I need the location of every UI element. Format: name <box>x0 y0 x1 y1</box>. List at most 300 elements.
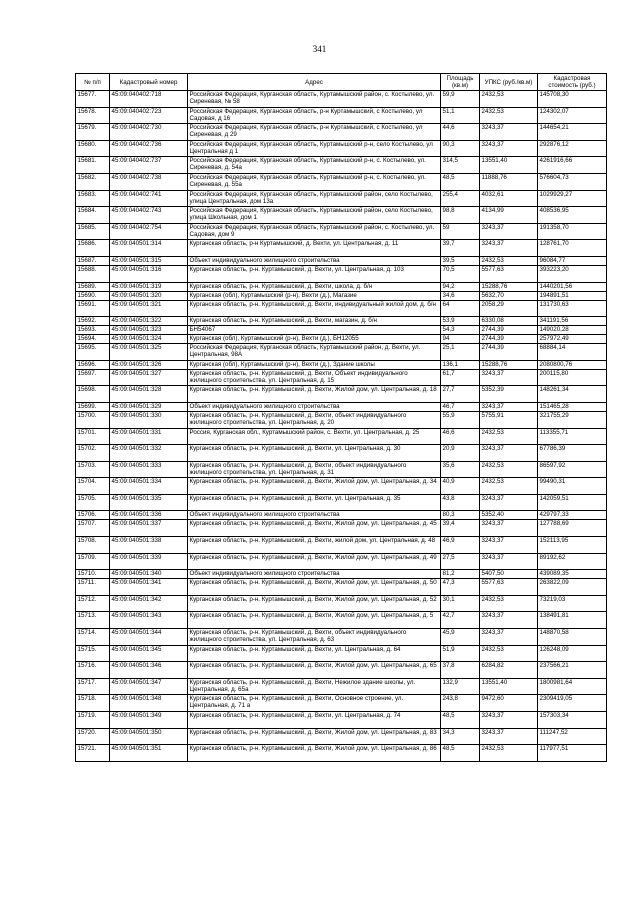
cadastral-number-cell: 45:09:040501:343 <box>110 612 188 629</box>
table-row <box>76 190 607 207</box>
table-row <box>76 326 607 335</box>
row-number-cell: 15711. <box>76 579 110 596</box>
area-cell: 27,7 <box>441 386 480 403</box>
upks-cell: 15288,76 <box>480 282 538 291</box>
address-cell: Российская Федерация, Курганская область, Куртамышский район, село Костылево, улица Центральная, дом 13а <box>188 190 441 207</box>
row-number-cell: 15698. <box>76 386 110 403</box>
upks-cell: 3243,37 <box>480 445 538 462</box>
cadastral-number-cell: 45:09:040501:330 <box>110 411 188 428</box>
upks-cell: 2744,39 <box>480 326 538 335</box>
row-number-cell: 15690. <box>76 291 110 300</box>
row-number-cell: 15681. <box>76 157 110 174</box>
cadastral-cost-cell: 439089,35 <box>538 570 607 579</box>
cadastral-cost-cell: 157303,34 <box>538 712 607 729</box>
row-number-cell: 15699. <box>76 402 110 411</box>
address-cell: Курганская область, р-н. Куртамышский, д. Вехти, Жилой дом, ул. Центральная, д. 83 <box>188 728 441 745</box>
address-cell: Курганская область, р-н Куртамышский, д. Вехти, ул. Центральная, д. 11 <box>188 240 441 257</box>
table-row <box>76 256 607 265</box>
cadastral-number-cell: 45:09:040501:335 <box>110 494 188 511</box>
address-cell: Российская Федерация, Курганская область, Куртамышский р-н, с. Костылево, ул. Сиреневая, д. 55а <box>188 173 441 190</box>
cadastral-cost-cell: 144654,21 <box>538 124 607 141</box>
area-cell: 39,5 <box>441 256 480 265</box>
area-cell: 46,7 <box>441 402 480 411</box>
cadastral-number-cell: 45:09:040501:349 <box>110 712 188 729</box>
upks-cell: 2744,39 <box>480 335 538 344</box>
row-number-cell: 15687. <box>76 256 110 265</box>
cadastral-cost-cell: 99490,31 <box>538 478 607 495</box>
row-number-cell: 15705. <box>76 494 110 511</box>
address-cell: Курганская область, р-н. Куртамышский, д. Вехти, Основное строение, ул. Центральная, д. 71 а <box>188 695 441 712</box>
upks-cell: 6284,82 <box>480 662 538 679</box>
area-cell: 20,9 <box>441 445 480 462</box>
upks-cell: 5407,50 <box>480 570 538 579</box>
cadastral-number-cell: 45:09:040402:741 <box>110 190 188 207</box>
cadastral-number-cell: 45:09:040402:737 <box>110 157 188 174</box>
area-cell: 45,9 <box>441 629 480 646</box>
table-row <box>76 265 607 282</box>
table-row <box>76 335 607 344</box>
address-cell: Российская Федерация, Курганская область, р-н Куртамышский, с Костылево, ул Садовая, д 16 <box>188 107 441 124</box>
row-number-cell: 15684. <box>76 207 110 224</box>
upks-cell: 5755,91 <box>480 411 538 428</box>
upks-cell: 3243,37 <box>480 629 538 646</box>
table-row <box>76 695 607 712</box>
table-row <box>76 570 607 579</box>
upks-cell: 5352,40 <box>480 511 538 520</box>
upks-cell: 11888,76 <box>480 173 538 190</box>
cadastral-cost-cell: 292876,12 <box>538 140 607 157</box>
row-number-cell: 15714. <box>76 629 110 646</box>
upks-cell: 2744,39 <box>480 344 538 361</box>
cadastral-number-cell: 45:09:040501:331 <box>110 428 188 445</box>
address-cell: Курганская область, р-н. Куртамышский, д. Вехти, ул. Центральная, д. 74 <box>188 712 441 729</box>
upks-cell: 2432,53 <box>480 256 538 265</box>
area-cell: 64 <box>441 300 480 317</box>
cadastral-cost-cell: 263822,09 <box>538 579 607 596</box>
area-cell: 94 <box>441 335 480 344</box>
table-row <box>76 428 607 445</box>
cadastral-cost-cell: 128761,70 <box>538 240 607 257</box>
cadastral-number-cell: 45:09:040501:344 <box>110 629 188 646</box>
row-number-cell: 15701. <box>76 428 110 445</box>
table-header <box>76 74 607 91</box>
cadastral-cost-cell: 111247,52 <box>538 728 607 745</box>
table-row <box>76 478 607 495</box>
upks-cell: 4134,99 <box>480 207 538 224</box>
row-number-cell: 15678. <box>76 107 110 124</box>
table-row <box>76 223 607 240</box>
cadastral-number-cell: 45:09:040501:322 <box>110 317 188 326</box>
cadastral-number-cell: 45:09:040402:718 <box>110 91 188 108</box>
table-row <box>76 629 607 646</box>
area-cell: 47,3 <box>441 579 480 596</box>
cadastral-cost-cell: 86597,92 <box>538 461 607 478</box>
table-row <box>76 520 607 537</box>
cadastral-cost-cell: 151465,28 <box>538 402 607 411</box>
upks-cell: 3243,37 <box>480 223 538 240</box>
table-row <box>76 402 607 411</box>
row-number-cell: 15677. <box>76 91 110 108</box>
row-number-cell: 15715. <box>76 645 110 662</box>
cadastral-number-cell: 45:09:040402:730 <box>110 124 188 141</box>
table-row <box>76 612 607 629</box>
cadastral-cost-cell: 321755,29 <box>538 411 607 428</box>
row-number-cell: 15709. <box>76 553 110 570</box>
row-number-cell: 15692. <box>76 317 110 326</box>
area-cell: 90,3 <box>441 140 480 157</box>
cadastral-number-cell: 45:09:040501:351 <box>110 745 188 762</box>
upks-cell: 5577,63 <box>480 579 538 596</box>
area-cell: 59 <box>441 223 480 240</box>
cadastral-cost-cell: 148261,34 <box>538 386 607 403</box>
upks-cell: 3243,37 <box>480 612 538 629</box>
address-cell: Курганская (обл), Куртамышский (р-н), Вехти (д.), БН12055 <box>188 335 441 344</box>
cadastral-cost-cell: 124302,07 <box>538 107 607 124</box>
table-row <box>76 386 607 403</box>
upks-cell: 2058,29 <box>480 300 538 317</box>
upks-cell: 3243,37 <box>480 402 538 411</box>
table-row <box>76 537 607 554</box>
table-row <box>76 317 607 326</box>
row-number-cell: 15696. <box>76 360 110 369</box>
cadastral-number-cell: 45:09:040501:328 <box>110 386 188 403</box>
row-number-cell: 15720. <box>76 728 110 745</box>
address-cell: БН54067 <box>188 326 441 335</box>
area-cell: 27,5 <box>441 553 480 570</box>
address-cell: Курганская область, р-н. Куртамышский, д. Вехти, Жилой дом, ул. Центральная, д. 52 <box>188 595 441 612</box>
area-cell: 35,6 <box>441 461 480 478</box>
area-cell: 48,5 <box>441 712 480 729</box>
cadastral-number-cell: 45:09:040501:327 <box>110 369 188 386</box>
cadastral-cost-cell: 142059,51 <box>538 494 607 511</box>
area-cell: 39,4 <box>441 520 480 537</box>
area-cell: 98,8 <box>441 207 480 224</box>
row-number-cell: 15688. <box>76 265 110 282</box>
upks-cell: 2432,53 <box>480 645 538 662</box>
row-number-cell: 15710. <box>76 570 110 579</box>
area-cell: 37,8 <box>441 662 480 679</box>
cadastral-number-cell: 45:09:040501:342 <box>110 595 188 612</box>
upks-cell: 9472,60 <box>480 695 538 712</box>
row-number-cell: 15702. <box>76 445 110 462</box>
cadastral-cost-cell: 96084,77 <box>538 256 607 265</box>
upks-cell: 3243,37 <box>480 553 538 570</box>
address-cell: Курганская область, р-н. Куртамышский, д. Вехти, Нежилое здание школы, ул. Центральная, д. 65а <box>188 678 441 695</box>
area-cell: 314,5 <box>441 157 480 174</box>
table-row <box>76 645 607 662</box>
upks-cell: 13551,40 <box>480 678 538 695</box>
upks-cell: 4032,61 <box>480 190 538 207</box>
cadastral-number-cell: 45:09:040501:326 <box>110 360 188 369</box>
row-number-cell: 15707. <box>76 520 110 537</box>
area-cell: 53,9 <box>441 317 480 326</box>
cadastral-cost-cell: 408536,95 <box>538 207 607 224</box>
address-cell: Курганская область, р-н. Куртамышский, д. Вехти, магазин, д. б/н <box>188 317 441 326</box>
row-number-cell: 15691. <box>76 300 110 317</box>
cadastral-number-cell: 45:09:040402:743 <box>110 207 188 224</box>
page-number: 341 <box>312 44 327 54</box>
table-row <box>76 124 607 141</box>
row-number-cell: 15693. <box>76 326 110 335</box>
address-cell: Курганская область, р-н. Куртамышский, д. Вехти, Жилой дом, ул. Центральная, д. 86 <box>188 745 441 762</box>
row-number-cell: 15697. <box>76 369 110 386</box>
area-cell: 70,5 <box>441 265 480 282</box>
address-cell: Курганская область, р-н. Куртамышский, д. Вехти, ул. Центральная, д. 64 <box>188 645 441 662</box>
area-cell: 132,9 <box>441 678 480 695</box>
row-number-cell: 15717. <box>76 678 110 695</box>
cadastral-cost-cell: 131730,63 <box>538 300 607 317</box>
upks-cell: 3243,37 <box>480 537 538 554</box>
area-cell: 61,7 <box>441 369 480 386</box>
table-row <box>76 712 607 729</box>
header-address: Адрес <box>188 74 441 91</box>
row-number-cell: 15716. <box>76 662 110 679</box>
cadastral-number-cell: 45:09:040501:332 <box>110 445 188 462</box>
table-row <box>76 411 607 428</box>
row-number-cell: 15695. <box>76 344 110 361</box>
upks-cell: 2432,53 <box>480 107 538 124</box>
table-row <box>76 91 607 108</box>
cadastral-cost-cell: 126248,09 <box>538 645 607 662</box>
area-cell: 94,2 <box>441 282 480 291</box>
cadastral-number-cell: 45:09:040501:320 <box>110 291 188 300</box>
table-row <box>76 173 607 190</box>
area-cell: 55,9 <box>441 411 480 428</box>
table-row <box>76 344 607 361</box>
table-row <box>76 662 607 679</box>
address-cell: Курганская область, р-н. Куртамышский, д. Вехти, ул. Центральная, д. 103 <box>188 265 441 282</box>
cadastral-cost-cell: 89192,62 <box>538 553 607 570</box>
cadastral-cost-cell: 191358,70 <box>538 223 607 240</box>
address-cell: Российская Федерация, Курганская область, Куртамышский р-н, с. Костылево, ул. Сиреневая, д. 54а <box>188 157 441 174</box>
cadastral-cost-cell: 152113,95 <box>538 537 607 554</box>
cadastral-cost-cell: 1440201,56 <box>538 282 607 291</box>
address-cell: Курганская область, р-н. Куртамышский, д. Вехти, объект индивидуального жилищного строительства, ул. Центральная, д. 20 <box>188 411 441 428</box>
address-cell: Объект индивидуального жилищного строительства <box>188 256 441 265</box>
table-row <box>76 745 607 762</box>
cadastral-number-cell: 45:09:040501:333 <box>110 461 188 478</box>
cadastral-cost-cell: 4261916,66 <box>538 157 607 174</box>
area-cell: 136,1 <box>441 360 480 369</box>
cadastral-cost-cell: 113355,71 <box>538 428 607 445</box>
upks-cell: 2432,53 <box>480 461 538 478</box>
table-body <box>76 91 607 762</box>
cadastral-number-cell: 45:09:040501:336 <box>110 511 188 520</box>
address-cell: Курганская область, р-н. Куртамышский, д. Вехти, Жилой дом, ул. Центральная, д. 50 <box>188 579 441 596</box>
table-row <box>76 360 607 369</box>
area-cell: 54,3 <box>441 326 480 335</box>
upks-cell: 15288,76 <box>480 360 538 369</box>
cadastral-number-cell: 45:09:040501:321 <box>110 300 188 317</box>
cadastral-table <box>75 73 607 762</box>
area-cell: 46,9 <box>441 537 480 554</box>
upks-cell: 2432,53 <box>480 745 538 762</box>
address-cell: Курганская область, р-н. Куртамышский, д. Вехти, Жилой дом, ул. Центральная, д. 18 <box>188 386 441 403</box>
area-cell: 255,4 <box>441 190 480 207</box>
address-cell: Курганская область, р-н. Куртамышский, д. Вехти, ул. Центральная, д. 30 <box>188 445 441 462</box>
area-cell: 34,3 <box>441 728 480 745</box>
table-row <box>76 140 607 157</box>
row-number-cell: 15694. <box>76 335 110 344</box>
cadastral-number-cell: 45:09:040501:334 <box>110 478 188 495</box>
row-number-cell: 15689. <box>76 282 110 291</box>
upks-cell: 3243,37 <box>480 369 538 386</box>
area-cell: 30,1 <box>441 595 480 612</box>
address-cell: Объект индивидуального жилищного строительства <box>188 511 441 520</box>
cadastral-number-cell: 45:09:040501:346 <box>110 662 188 679</box>
address-cell: Российская Федерация, Курганская область, Куртамышский район, с. Костылево, ул. Сиреневая, № 58 <box>188 91 441 108</box>
cadastral-number-cell: 45:09:040402:736 <box>110 140 188 157</box>
cadastral-number-cell: 45:09:040501:329 <box>110 402 188 411</box>
area-cell: 59,9 <box>441 91 480 108</box>
area-cell: 34,6 <box>441 291 480 300</box>
table-row <box>76 240 607 257</box>
cadastral-cost-cell: 68884,14 <box>538 344 607 361</box>
row-number-cell: 15679. <box>76 124 110 141</box>
cadastral-cost-cell: 257972,49 <box>538 335 607 344</box>
header-cost: Кадастровая стоимость (руб.) <box>538 74 607 91</box>
address-cell: Российская Федерация, Курганская область, Куртамышский район, село Костылево, улица Школьная, дом 1 <box>188 207 441 224</box>
row-number-cell: 15704. <box>76 478 110 495</box>
table-row <box>76 511 607 520</box>
cadastral-cost-cell: 341191,56 <box>538 317 607 326</box>
upks-cell: 6330,08 <box>480 317 538 326</box>
upks-cell: 5632,70 <box>480 291 538 300</box>
area-cell: 44,6 <box>441 124 480 141</box>
cadastral-cost-cell: 138491,81 <box>538 612 607 629</box>
header-upks: УПКС (руб./кв.м) <box>480 74 538 91</box>
row-number-cell: 15712. <box>76 595 110 612</box>
cadastral-cost-cell: 576604,73 <box>538 173 607 190</box>
table-row <box>76 300 607 317</box>
address-cell: Курганская область, р-н. Куртамышский, д. Вехти, индивидуальный жилой дом, д. б/н <box>188 300 441 317</box>
cadastral-cost-cell: 145708,30 <box>538 91 607 108</box>
row-number-cell: 15680. <box>76 140 110 157</box>
address-cell: Курганская область, р-н. Куртамышский, д. Вехти, ул. Центральная, д. 35 <box>188 494 441 511</box>
table-row <box>76 579 607 596</box>
upks-cell: 5577,63 <box>480 265 538 282</box>
area-cell: 81,2 <box>441 570 480 579</box>
cadastral-cost-cell: 1800981,64 <box>538 678 607 695</box>
header-cadastral: Кадастровый номер <box>110 74 188 91</box>
cadastral-number-cell: 45:09:040501:340 <box>110 570 188 579</box>
cadastral-number-cell: 45:09:040501:350 <box>110 728 188 745</box>
address-cell: Курганская область, р-н. Куртамышский, д. Вехти, объект индивидуального жилищного строительства, ул. Центральная, д. 63 <box>188 629 441 646</box>
area-cell: 243,8 <box>441 695 480 712</box>
cadastral-number-cell: 45:09:040501:319 <box>110 282 188 291</box>
cadastral-number-cell: 45:09:040501:325 <box>110 344 188 361</box>
table-row <box>76 157 607 174</box>
cadastral-cost-cell: 73219,03 <box>538 595 607 612</box>
table-row <box>76 494 607 511</box>
address-cell: Курганская область, р-н. Куртамышский, д. Вехти, Жилой дом, ул. Центральная, д. 65 <box>188 662 441 679</box>
address-cell: Российская Федерация, Курганская область, Куртамышский район, с. Костылево, ул. Садовая, дом 9 <box>188 223 441 240</box>
table-row <box>76 369 607 386</box>
cadastral-cost-cell: 194891,51 <box>538 291 607 300</box>
cadastral-cost-cell: 2080800,76 <box>538 360 607 369</box>
row-number-cell: 15703. <box>76 461 110 478</box>
cadastral-number-cell: 45:09:040501:338 <box>110 537 188 554</box>
address-cell: Российская Федерация, Курганская область, Куртамышский р-н, село Костылево, ул Центральная д 1 <box>188 140 441 157</box>
upks-cell: 2432,53 <box>480 595 538 612</box>
header-num: № п/п <box>76 74 110 91</box>
address-cell: Курганская область, р-н. Куртамышский, д. Вехти, объект индивидуального жилищного строительства, ул. Центральная, д. 31 <box>188 461 441 478</box>
table-row <box>76 678 607 695</box>
cadastral-cost-cell: 67786,39 <box>538 445 607 462</box>
cadastral-cost-cell: 1029929,27 <box>538 190 607 207</box>
cadastral-cost-cell: 200115,80 <box>538 369 607 386</box>
table-row <box>76 291 607 300</box>
cadastral-number-cell: 45:09:040402:754 <box>110 223 188 240</box>
table-row <box>76 461 607 478</box>
header-area: Площадь (кв.м) <box>441 74 480 91</box>
upks-cell: 2432,53 <box>480 478 538 495</box>
table-row <box>76 282 607 291</box>
area-cell: 39,7 <box>441 240 480 257</box>
cadastral-number-cell: 45:09:040501:337 <box>110 520 188 537</box>
cadastral-number-cell: 45:09:040501:323 <box>110 326 188 335</box>
table-row <box>76 595 607 612</box>
address-cell: Курганская (обл), Куртамышский (р-н), Вехти (д.), Здание школы <box>188 360 441 369</box>
row-number-cell: 15682. <box>76 173 110 190</box>
cadastral-number-cell: 45:09:040501:316 <box>110 265 188 282</box>
address-cell: Курганская область, р-н. Куртамышский, д. Вехти, Жилой дом, ул. Центральная, д. 5 <box>188 612 441 629</box>
cadastral-number-cell: 45:09:040501:341 <box>110 579 188 596</box>
upks-cell: 2432,53 <box>480 91 538 108</box>
cadastral-number-cell: 45:09:040501:324 <box>110 335 188 344</box>
upks-cell: 13551,40 <box>480 157 538 174</box>
area-cell: 46,6 <box>441 428 480 445</box>
area-cell: 80,3 <box>441 511 480 520</box>
cadastral-cost-cell: 429797,33 <box>538 511 607 520</box>
area-cell: 48,5 <box>441 745 480 762</box>
area-cell: 51,1 <box>441 107 480 124</box>
row-number-cell: 15708. <box>76 537 110 554</box>
area-cell: 51,9 <box>441 645 480 662</box>
upks-cell: 3243,37 <box>480 728 538 745</box>
row-number-cell: 15700. <box>76 411 110 428</box>
cadastral-cost-cell: 149020,28 <box>538 326 607 335</box>
table-row <box>76 445 607 462</box>
area-cell: 40,9 <box>441 478 480 495</box>
cadastral-number-cell: 45:09:040501:345 <box>110 645 188 662</box>
address-cell: Курганская область, р-н. Куртамышский, д. Вехти, школа, д. б/н <box>188 282 441 291</box>
table-row <box>76 107 607 124</box>
upks-cell: 3243,37 <box>480 712 538 729</box>
upks-cell: 3243,37 <box>480 520 538 537</box>
cadastral-number-cell: 45:09:040501:348 <box>110 695 188 712</box>
address-cell: Курганская (обл), Куртамышский (р-н), Вехти (д.), Магазие <box>188 291 441 300</box>
upks-cell: 2432,53 <box>480 428 538 445</box>
row-number-cell: 15721. <box>76 745 110 762</box>
row-number-cell: 15685. <box>76 223 110 240</box>
row-number-cell: 15683. <box>76 190 110 207</box>
area-cell: 48,5 <box>441 173 480 190</box>
address-cell: Курганская область, р-н. Куртамышский, д. Вехти, жилой дом, ул. Центральная, д. 48 <box>188 537 441 554</box>
address-cell: Курганская область, р-н. Куртамышский, д. Вехти, Жилой дом, ул. Центральная, д. 49 <box>188 553 441 570</box>
address-cell: Курганская область, р-н. Куртамышский, д. Вехти, Объект индивидуального жилищного строительства, ул. Центральная, д. 15 <box>188 369 441 386</box>
address-cell: Объект индивидуального жилищного строительства <box>188 402 441 411</box>
upks-cell: 3243,37 <box>480 494 538 511</box>
cadastral-number-cell: 45:09:040501:347 <box>110 678 188 695</box>
table-row <box>76 728 607 745</box>
table-row <box>76 207 607 224</box>
cadastral-number-cell: 45:09:040402:738 <box>110 173 188 190</box>
row-number-cell: 15713. <box>76 612 110 629</box>
cadastral-number-cell: 45:09:040501:339 <box>110 553 188 570</box>
cadastral-cost-cell: 2309419,05 <box>538 695 607 712</box>
table-row <box>76 553 607 570</box>
